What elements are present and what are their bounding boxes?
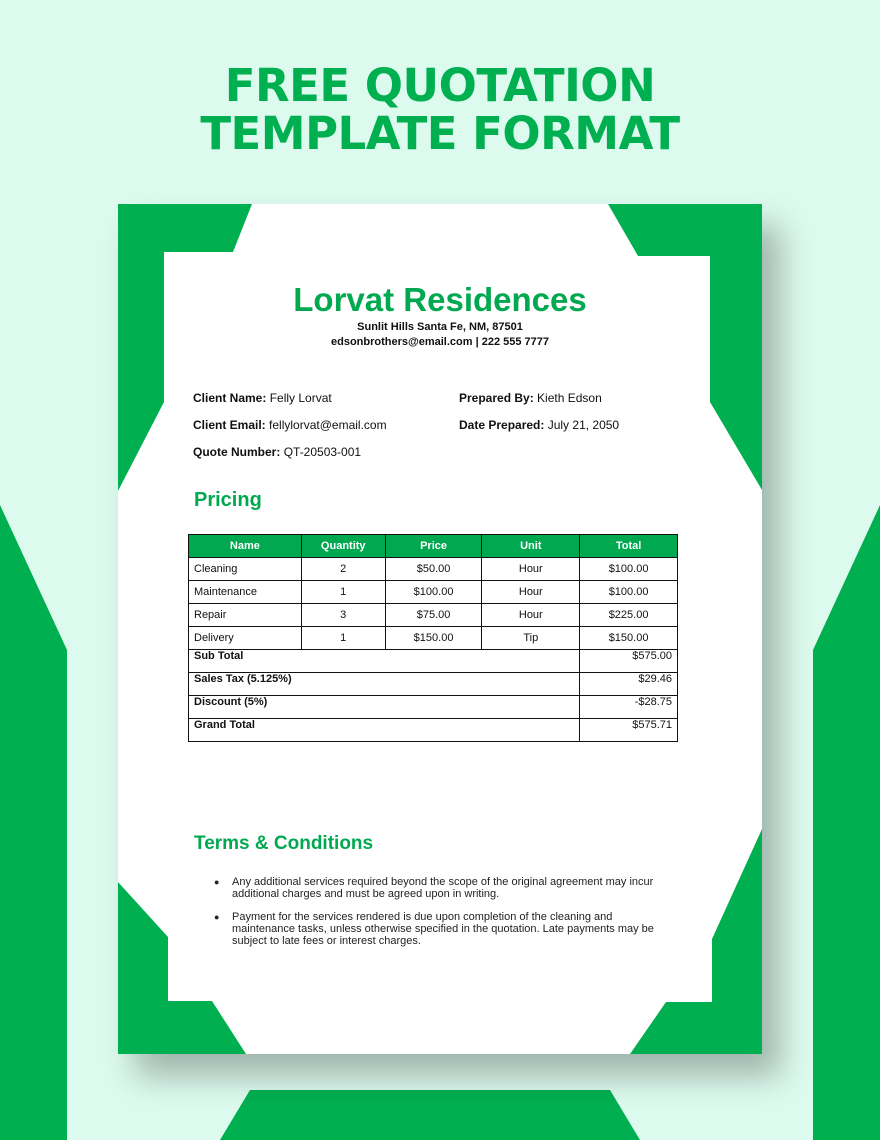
list-item xyxy=(212,876,672,900)
column-header-quantity: Quantity xyxy=(301,535,385,558)
page-title-line-2: TEMPLATE FORMAT xyxy=(200,107,680,160)
discount-label: Discount (5%) xyxy=(189,696,580,719)
document-content xyxy=(118,204,762,1054)
company-address: Sunlit Hills Santa Fe, NM, 87501 xyxy=(357,321,523,333)
grand-total-row xyxy=(189,719,678,742)
date-prepared-label: Date Prepared: xyxy=(459,418,545,432)
column-header-unit: Unit xyxy=(482,535,580,558)
table-row xyxy=(189,627,678,650)
sales-tax-value: $29.46 xyxy=(580,673,678,696)
client-name-row xyxy=(193,391,332,405)
prepared-by-label: Prepared By: xyxy=(459,391,534,405)
bullet-icon: ● xyxy=(214,912,220,922)
table-row xyxy=(189,581,678,604)
term-text: Payment for the services rendered is due upon completion of the cleaning and maintenance tasks, unless otherwise specified in the quotation. Late payments may be subject to late fees or interest charges. xyxy=(232,911,654,947)
company-contact: edsonbrothers@email.com | 222 555 7777 xyxy=(330,336,550,348)
cell-total: $150.00 xyxy=(580,627,678,650)
subtotal-row xyxy=(189,650,678,673)
sales-tax-label: Sales Tax (5.125%) xyxy=(189,673,580,696)
company-name: Lorvat Residences xyxy=(293,281,587,318)
column-header-total: Total xyxy=(580,535,678,558)
cell-unit: Tip xyxy=(482,627,580,650)
client-email-row xyxy=(193,418,387,432)
cell-quantity: 1 xyxy=(301,581,385,604)
cell-total: $100.00 xyxy=(580,558,678,581)
cell-price: $150.00 xyxy=(385,627,482,650)
cell-total: $225.00 xyxy=(580,604,678,627)
client-email-label: Client Email: xyxy=(193,418,266,432)
cell-quantity: 3 xyxy=(301,604,385,627)
table-row xyxy=(189,604,678,627)
cell-name: Maintenance xyxy=(189,581,302,604)
cell-price: $100.00 xyxy=(385,581,482,604)
prepared-by-row xyxy=(459,391,602,405)
cell-unit: Hour xyxy=(482,558,580,581)
subtotal-label: Sub Total xyxy=(189,650,580,673)
quotation-document xyxy=(118,204,762,1054)
grand-total-value: $575.71 xyxy=(580,719,678,742)
cell-unit: Hour xyxy=(482,604,580,627)
cell-price: $50.00 xyxy=(385,558,482,581)
client-name-value: Felly Lorvat xyxy=(269,391,332,405)
page-title-line-1: FREE QUOTATION xyxy=(224,59,656,112)
pricing-heading: Pricing xyxy=(194,489,262,511)
prepared-by-value: Kieth Edson xyxy=(537,391,602,405)
term-text: Any additional services required beyond the scope of the original agreement may incur additional charges and must be agreed upon in writing. xyxy=(232,876,654,900)
discount-row xyxy=(189,696,678,719)
column-header-name: Name xyxy=(189,535,302,558)
terms-list xyxy=(212,876,672,958)
table-header-row xyxy=(189,535,678,558)
client-name-label: Client Name: xyxy=(193,391,267,405)
cell-name: Cleaning xyxy=(189,558,302,581)
quote-number-row xyxy=(193,445,361,459)
grand-total-label: Grand Total xyxy=(189,719,580,742)
sales-tax-row xyxy=(189,673,678,696)
cell-name: Delivery xyxy=(189,627,302,650)
quote-number-label: Quote Number: xyxy=(193,445,281,459)
pricing-table xyxy=(188,534,678,742)
list-item xyxy=(212,911,672,947)
client-email-value: fellylorvat@email.com xyxy=(269,418,387,432)
table-row xyxy=(189,558,678,581)
cell-total: $100.00 xyxy=(580,581,678,604)
column-header-price: Price xyxy=(385,535,482,558)
cell-quantity: 1 xyxy=(301,627,385,650)
subtotal-value: $575.00 xyxy=(580,650,678,673)
terms-heading: Terms & Conditions xyxy=(194,833,374,854)
page-title xyxy=(0,59,880,160)
cell-unit: Hour xyxy=(482,581,580,604)
cell-name: Repair xyxy=(189,604,302,627)
discount-value: -$28.75 xyxy=(580,696,678,719)
date-prepared-value: July 21, 2050 xyxy=(547,418,620,432)
date-prepared-row xyxy=(459,418,619,432)
cell-quantity: 2 xyxy=(301,558,385,581)
cell-price: $75.00 xyxy=(385,604,482,627)
bullet-icon: ● xyxy=(214,877,220,887)
quote-number-value: QT-20503-001 xyxy=(283,445,362,459)
